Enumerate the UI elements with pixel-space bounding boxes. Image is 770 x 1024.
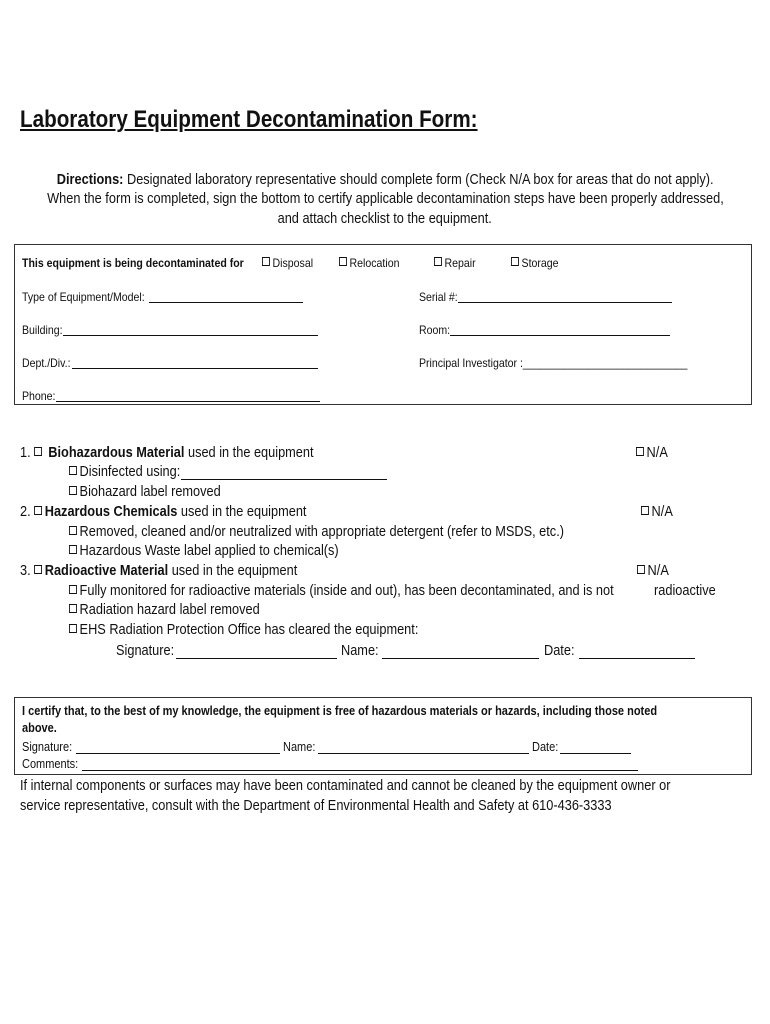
rso-signature-field[interactable] — [176, 646, 337, 659]
biohazard-na-checkbox[interactable] — [636, 447, 644, 456]
repair-checkbox[interactable] — [434, 257, 442, 266]
rso-name-label: Name: — [341, 643, 379, 659]
radioactive-na[interactable]: N/A — [637, 563, 669, 579]
option-relocation[interactable]: Relocation — [339, 256, 399, 270]
rso-date-label: Date: — [544, 643, 575, 659]
footer-line-1: If internal components or surfaces may have been contaminated and cannot be cleaned by the equipment owner or — [20, 778, 671, 794]
directions-label: Directions: — [56, 172, 124, 188]
certify-statement-2: above. — [22, 721, 57, 735]
option-storage[interactable]: Storage — [511, 256, 559, 270]
biohazard-checkbox[interactable] — [34, 447, 42, 456]
option-repair[interactable]: Repair — [434, 256, 476, 270]
fully-monitored-checkbox[interactable] — [69, 585, 77, 594]
dept-field[interactable] — [72, 356, 318, 369]
pi-field[interactable]: ____________________________ — [522, 356, 688, 370]
ehs-cleared-item: EHS Radiation Protection Office has cleared the equipment: — [69, 622, 418, 638]
chemicals-checkbox[interactable] — [34, 506, 42, 515]
certify-name-field[interactable] — [318, 741, 529, 754]
room-label: Room: — [419, 323, 451, 337]
certify-signature-field[interactable] — [76, 741, 280, 754]
building-field[interactable] — [63, 323, 318, 336]
radiation-label-item: Radiation hazard label removed — [69, 602, 260, 618]
item-biohazardous: 1. Biohazardous Material used in the equipment — [20, 445, 314, 461]
building-label: Building: — [22, 323, 63, 337]
radiation-label-checkbox[interactable] — [69, 604, 77, 613]
footer-line-2: service representative, consult with the Department of Environmental Health and Safety at 610-436-3333 — [20, 798, 612, 814]
chemicals-na[interactable]: N/A — [641, 504, 673, 520]
hazardous-waste-item: Hazardous Waste label applied to chemical(s) — [69, 543, 339, 559]
serial-label: Serial #: — [419, 290, 458, 304]
hazardous-waste-checkbox[interactable] — [69, 545, 77, 554]
disinfected-field[interactable] — [181, 467, 387, 480]
dept-label: Dept./Div.: — [22, 356, 71, 370]
removed-cleaned-item: Removed, cleaned and/or neutralized with appropriate detergent (refer to MSDS, etc.) — [69, 524, 564, 540]
disinfected-item: Disinfected using: — [69, 464, 180, 480]
room-field[interactable] — [450, 323, 670, 336]
comments-label: Comments: — [22, 757, 79, 771]
biohazard-label-checkbox[interactable] — [69, 486, 77, 495]
storage-checkbox[interactable] — [511, 257, 519, 266]
directions-line-2: When the form is completed, sign the bottom to certify applicable decontamination steps have been properly addressed, — [46, 191, 724, 207]
ehs-cleared-checkbox[interactable] — [69, 624, 77, 633]
certify-date-label: Date: — [532, 740, 559, 754]
certify-statement-1: I certify that, to the best of my knowledge, the equipment is free of hazardous materials or hazards, including those noted — [22, 704, 658, 718]
phone-field[interactable] — [56, 389, 320, 402]
certify-date-field[interactable] — [560, 741, 631, 754]
certify-name-label: Name: — [283, 740, 316, 754]
directions-line-3: and attach checklist to the equipment. — [277, 211, 493, 227]
disposal-checkbox[interactable] — [262, 257, 270, 266]
rso-name-field[interactable] — [382, 646, 539, 659]
chemicals-na-checkbox[interactable] — [641, 506, 649, 515]
directions-line-1: Directions: Designated laboratory representative should complete form (Check N/A box for areas that do not apply). — [56, 172, 714, 188]
item-chemicals: 2. Hazardous Chemicals used in the equipment — [20, 504, 307, 520]
serial-field[interactable] — [458, 290, 672, 303]
option-disposal[interactable]: Disposal — [262, 256, 313, 270]
biohazard-label-item: Biohazard label removed — [69, 484, 221, 500]
disinfected-checkbox[interactable] — [69, 466, 77, 475]
item-radioactive: 3. Radioactive Material used in the equipment — [20, 563, 298, 579]
pi-label: Principal Investigator :____________________________ — [419, 356, 688, 370]
removed-cleaned-checkbox[interactable] — [69, 526, 77, 535]
rso-date-field[interactable] — [579, 646, 695, 659]
form-title: Laboratory Equipment Decontamination Form: — [20, 106, 478, 133]
fully-monitored-tail: radioactive — [654, 583, 716, 599]
certify-signature-label: Signature: — [22, 740, 73, 754]
type-label: Type of Equipment/Model: — [22, 290, 145, 304]
reason-label: This equipment is being decontaminated for — [22, 256, 244, 270]
phone-label: Phone: — [22, 389, 56, 403]
radioactive-na-checkbox[interactable] — [637, 565, 645, 574]
relocation-checkbox[interactable] — [339, 257, 347, 266]
fully-monitored-item: Fully monitored for radioactive materials (inside and out), has been decontaminated, and is not — [69, 583, 614, 599]
comments-field[interactable] — [82, 758, 638, 771]
biohazard-na[interactable]: N/A — [636, 445, 668, 461]
rso-signature-label: Signature: — [116, 643, 175, 659]
radioactive-checkbox[interactable] — [34, 565, 42, 574]
type-field[interactable] — [149, 290, 303, 303]
